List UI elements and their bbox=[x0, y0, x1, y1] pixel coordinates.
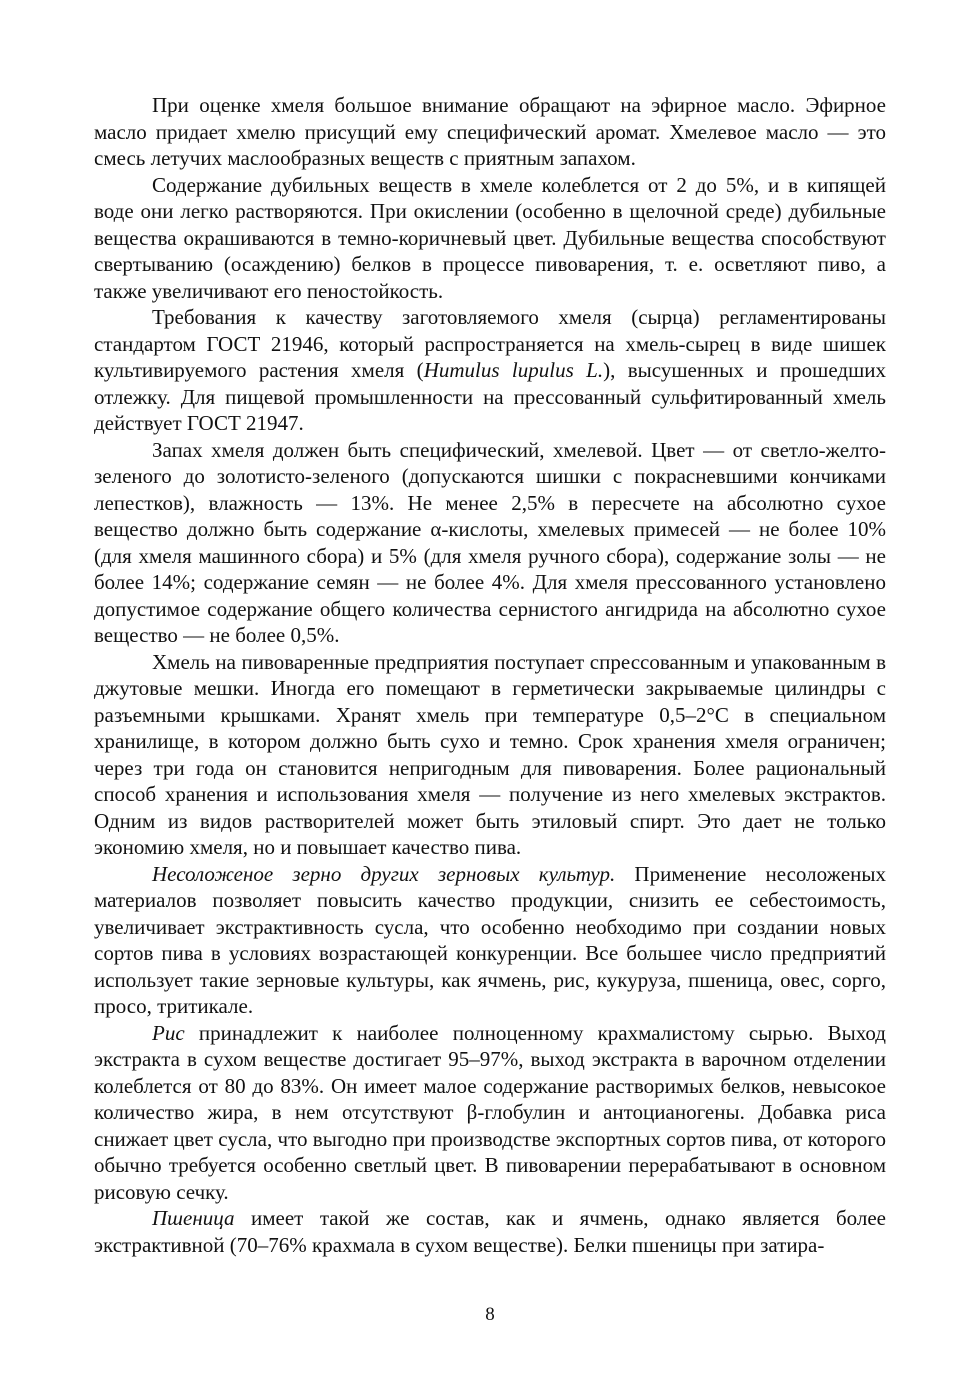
paragraph-text: Запах хмеля должен быть специфический, хмелевой. Цвет — от светло-желто-зеленого до золотисто-зеленого (допускаются шишки с покрасневшими кончиками лепестков), влажность — 13%. Не менее 2,5% в пересчете на абсолютно сухое вещество должно быть содержание α-кислоты, хмелевых примесей — не более 10% (для хмеля машинного сбора) и 5% (для хмеля ручного сбора), содержание золы — не более 14%; содержание семян — не более 4%. Для хмеля прессованного установлено допустимое содержание общего количества сернистого ангидрида на абсолютно сухое вещество — не более 0,5%. bbox=[94, 437, 886, 647]
term-italic: Рис bbox=[152, 1020, 185, 1045]
paragraph-text: принадлежит к наиболее полноценному крахмалистому сырью. Выход экстракта в сухом веществе достигает 95–97%, выход экстракта в варочном отделении колеблется от 80 до 83%. Он имеет малое содержание растворимых белков, невысокое количество жира, в нем отсутствуют β-глобулин и антоцианогены. Добавка риса снижает цвет сусла, что выгодно при производстве экспортных сортов пива, от которого обычно требуется особенно светлый цвет. В пивоварении перерабатывают в основном рисовую сечку. bbox=[94, 1020, 886, 1204]
paragraph-hop-quality bbox=[94, 437, 886, 649]
paragraph-text: Применение несоложеных материалов позволяет повысить качество продукции, снизить ее себестоимость, увеличивает экстрактивность сусла, что особенно необходимо при создании новых сортов пива в условиях возрастающей конкуренции. Все большее число предприятий использует такие зерновые культуры, как ячмень, рис, кукуруза, пшеница, овес, сорго, просо, тритикале. bbox=[94, 861, 886, 1018]
paragraph-text: Требования к качеству заготовляемого хмеля (сырца) регламентированы стандартом ГОСТ 21946, который распространяется на хмель-сырец в виде шишек культивируемого растения хмеля ( bbox=[94, 305, 886, 382]
paragraph-text: Содержание дубильных веществ в хмеле колеблется от 2 до 5%, и в кипящей воде они легко растворяются. При окислении (особенно в щелочной среде) дубильные вещества окрашиваются в темно-коричневый цвет. Дубильные вещества способствуют свертыванию (осаждению) белков в процессе пивоварения, т. е. осветляют пиво, а также увеличивают его пеностойкость. bbox=[94, 172, 886, 303]
paragraph-text: имеет такой же состав, как и ячмень, однако является более экстрактивной (70–76% крахмала в сухом веществе). Белки пшеницы при затира- bbox=[94, 1206, 886, 1257]
paragraph-hop-standards bbox=[94, 304, 886, 437]
page-number: 8 bbox=[485, 1304, 495, 1325]
latin-name: Humulus lupulus L. bbox=[423, 358, 604, 382]
paragraph-unmalted-grain bbox=[94, 861, 886, 1020]
term-italic: Пшеница bbox=[152, 1206, 235, 1230]
section-heading-italic: Несоложеное зерно других зерновых культур. bbox=[152, 861, 616, 886]
paragraph-text: ), высушенных и прошедших отлежку. Для пищевой промышленности на прессованный сульфитированный хмель действует ГОСТ 21947. bbox=[94, 358, 886, 435]
paragraph-hop-storage bbox=[94, 649, 886, 861]
paragraph-text: При оценке хмеля большое внимание обращают на эфирное масло. Эфирное масло придает хмелю присущий ему специфический аромат. Хмелевое масло — это смесь летучих маслообразных веществ с приятным запахом. bbox=[94, 93, 886, 170]
paragraph-rice bbox=[94, 1020, 886, 1206]
paragraph-tannins bbox=[94, 172, 886, 305]
paragraph-wheat bbox=[94, 1205, 886, 1258]
page-body bbox=[94, 92, 886, 1258]
paragraph-essential-oil bbox=[94, 92, 886, 172]
paragraph-text: Хмель на пивоваренные предприятия поступает спрессованным и упакованным в джутовые мешки. Иногда его помещают в герметически закрываемые цилиндры с разъемными крышками. Хранят хмель при температуре 0,5–2°С в специальном хранилище, в котором должно быть сухо и темно. Срок хранения хмеля ограничен; через три года он становится непригодным для пивоварения. Более рациональный способ хранения и использования хмеля — получение из него хмелевых экстрактов. Одним из видов растворителей может быть этиловый спирт. Это дает не только экономию хмеля, но и повышает качество пива. bbox=[94, 649, 886, 859]
